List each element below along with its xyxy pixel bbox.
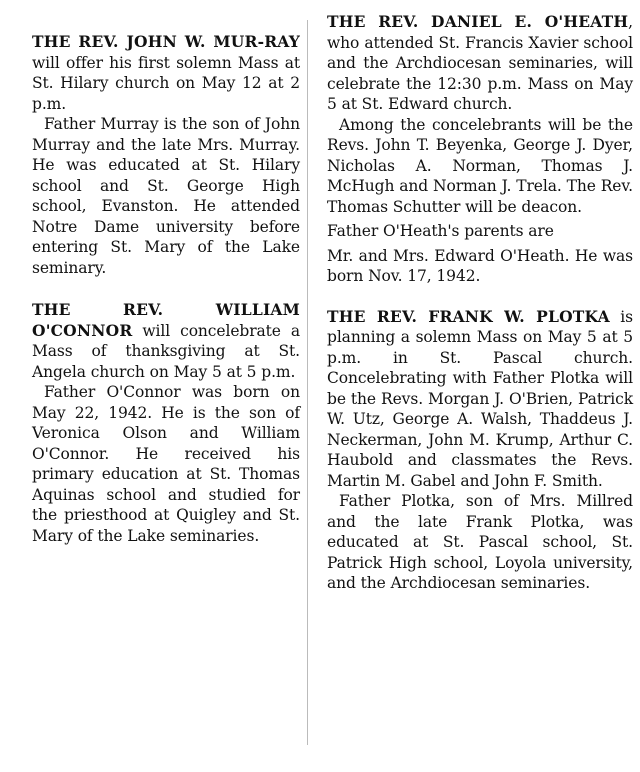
paragraph-parents-cont: Mr. and Mrs. Edward O'Heath. He was born Nov. 17, 1942.: [327, 246, 633, 285]
lead-text: will offer his first solemn Mass at St. Hilary church on May 12 at 2 p.m.: [32, 53, 300, 113]
right-column: [327, 0, 633, 594]
lead-text: is planning a solemn Mass on May 5 at 5 p.m. in St. Pascal church. Concelebrating with Father Plotka will be the Revs. Morgan J. O'Brien, Patrick W. Utz, George A. Walsh, Thaddeus J. Neckerman, John M. Krump, Arthur C. Haubold and classmates the Revs. Martin M. Gabel and John F. Smith.: [327, 307, 634, 490]
name-heading: THE REV. WILLIAM O'CONNOR: [32, 300, 300, 340]
paragraph-lead: [32, 32, 300, 114]
paragraph-body: Father Plotka, son of Mrs. Millred and the late Frank Plotka, was educated at St. Pascal school, St. Patrick High school, Loyola university, and the Archdiocesan seminaries.: [327, 492, 633, 592]
column-divider: [307, 20, 308, 745]
paragraph-body: Among the concelebrants will be the Revs. John T. Beyenka, George J. Dyer, Nicholas A. Norman, Thomas J. McHugh and Norman J. Trela. The Rev. Thomas Schutter will be deacon.: [327, 115, 633, 216]
left-column: [32, 0, 300, 546]
paragraph-lead: [327, 307, 633, 492]
article-oconnor: [32, 300, 300, 546]
name-heading: THE REV. FRANK W. PLOTKA: [327, 306, 610, 326]
paragraph-lead: [327, 12, 633, 115]
article-plotka: [327, 307, 633, 594]
name-heading: THE REV. DANIEL E. O'HEATH: [327, 12, 629, 31]
lead-text: , who attended St. Francis Xavier school and the Archdiocesan seminaries, will celebrate the 12:30 p.m. Mass on May 5 at St. Edward church.: [327, 13, 633, 113]
paragraph-lead: [32, 300, 300, 382]
paragraph-body: Father Murray is the son of John Murray and the late Mrs. Murray. He was educated at St. Hilary school and St. George High school, Evanston. He attended Notre Dame university before entering St. Mary of the Lake seminary.: [32, 115, 300, 277]
paragraph-body: Father O'Connor was born on May 22, 1942. He is the son of Veronica Olson and William O'Connor. He received his primary education at St. Thomas Aquinas school and studied for the priesthood at Quigley and St. Mary of the Lake seminaries.: [32, 383, 300, 545]
lead-text: will concelebrate a Mass of thanksgiving at St. Angela church on May 5 at 5 p.m.: [32, 321, 300, 381]
article-murray: [32, 32, 300, 278]
article-oheath: [327, 12, 633, 287]
name-heading: THE REV. JOHN W. MUR-RAY: [32, 32, 300, 51]
paragraph-parents: Father O'Heath's parents are: [327, 222, 554, 240]
